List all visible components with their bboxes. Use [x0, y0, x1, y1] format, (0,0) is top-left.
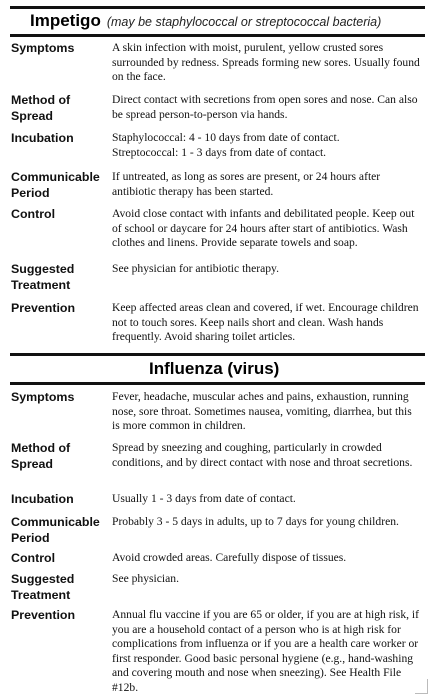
row-label: Method of Spread	[11, 93, 71, 123]
row-text: Keep affected areas clean and covered, if wet. Encourage children not to touch sores. Keep nails short and clean. Wash hands frequently. Avoid sharing toilet articles.	[112, 301, 419, 344]
row-label: Prevention	[11, 301, 76, 315]
row-label: Control	[11, 207, 56, 221]
row-label: Prevention	[11, 608, 76, 622]
row-text: Staphylococcal: 4 - 10 days from date of contact. Streptococcal: 1 - 3 days from date of contact.	[112, 131, 340, 159]
row-text: Spread by sneezing and coughing, particularly in crowded conditions, and by direct contact with nose and throat secretions.	[112, 441, 413, 469]
row-text: Usually 1 - 3 days from date of contact.	[112, 492, 296, 505]
row-text: Avoid crowded areas. Carefully dispose of tissues.	[112, 551, 347, 564]
impetigo-top-rule	[10, 6, 425, 9]
impetigo-subtitle: (may be staphylococcal or streptococcal bacteria)	[106, 15, 382, 29]
row-text: See physician for antibiotic therapy.	[112, 262, 279, 275]
impetigo-title: Impetigo	[30, 11, 101, 30]
row-text: Probably 3 - 5 days in adults, up to 7 days for young children.	[112, 515, 399, 528]
row-label: Suggested Treatment	[11, 262, 75, 292]
influenza-title-rule	[10, 382, 425, 385]
row-text: Fever, headache, muscular aches and pains, exhaustion, running nose, sore throat. Sometimes nausea, vomiting, diarrhea, but this is more common in children.	[112, 390, 412, 433]
influenza-title: Influenza (virus)	[149, 359, 280, 378]
influenza-top-rule	[10, 353, 425, 356]
row-label: Control	[11, 551, 56, 565]
row-text: Annual flu vaccine if you are 65 or older, if you are at high risk, if you are a household contact of a person who is at high risk for complications from influenza or if you are a health care worker or first responder. Good basic personal hygiene (e.g., hand-washing and covering mouth and nose when sneezing). See Health File #12b.	[112, 608, 419, 694]
row-text: Avoid close contact with infants and debilitated people. Keep out of school or daycare for 24 hours after start of antibiotics. Wash clothes and linens. Provide separate towels and soap.	[112, 207, 415, 250]
row-label: Incubation	[11, 492, 74, 506]
impetigo-heading	[30, 12, 381, 30]
row-text: If untreated, as long as sores are present, or 24 hours after antibiotic therapy has been started.	[112, 170, 381, 198]
row-label: Suggested Treatment	[11, 572, 75, 602]
row-label: Incubation	[11, 131, 74, 145]
row-label: Communicable Period	[11, 515, 100, 545]
row-label: Symptoms	[11, 390, 75, 404]
page-corner-mark	[415, 679, 428, 694]
row-label: Symptoms	[11, 41, 75, 55]
row-label: Method of Spread	[11, 441, 71, 471]
impetigo-title-rule	[10, 34, 425, 37]
row-text: See physician.	[112, 572, 179, 585]
row-text: A skin infection with moist, purulent, yellow crusted sores surrounded by redness. Spreads forming new sores. Usually found on the face.	[112, 41, 420, 84]
row-text: Direct contact with secretions from open sores and nose. Can also be spread person-to-person via hands.	[112, 93, 418, 121]
influenza-heading	[149, 360, 279, 378]
row-label: Communicable Period	[11, 170, 100, 200]
